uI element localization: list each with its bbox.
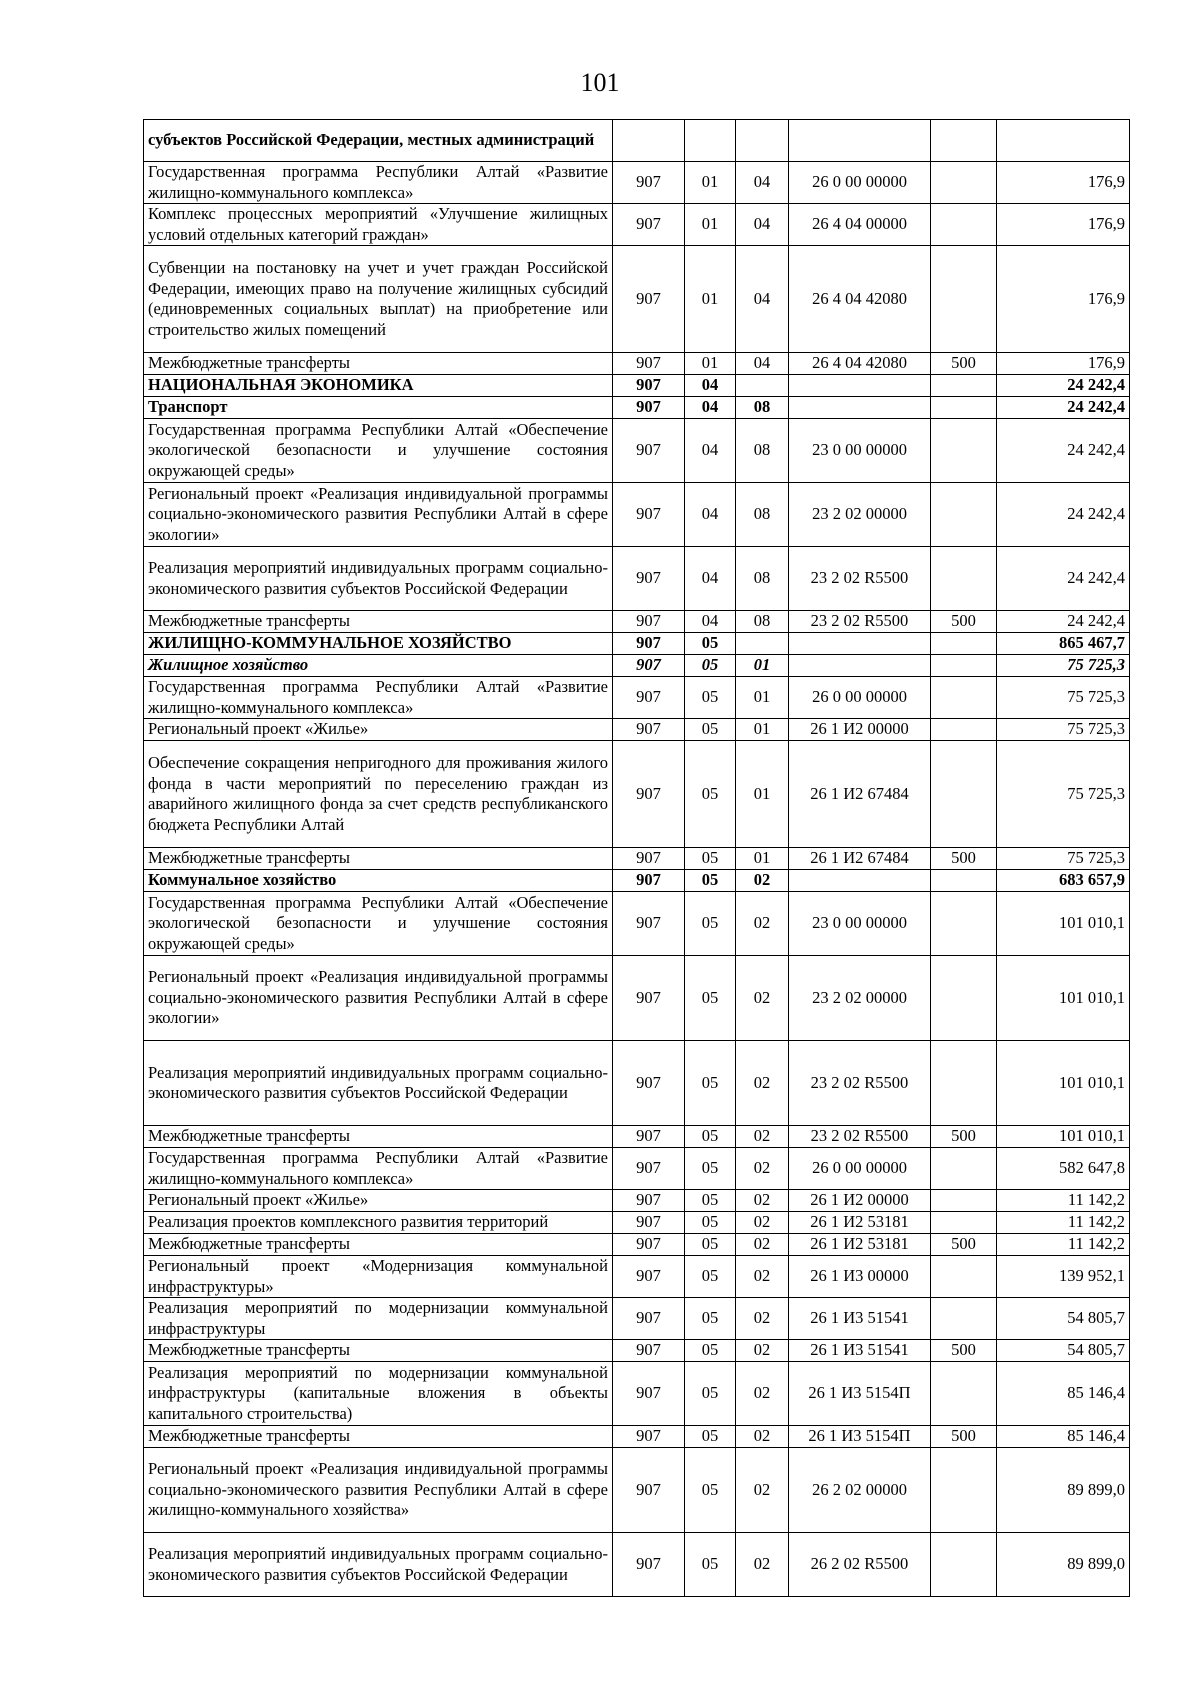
row-target-article-cell: 26 2 02 00000: [789, 1448, 931, 1533]
row-sum-cell: 101 010,1: [997, 956, 1130, 1041]
row-sum-cell: 683 657,9: [997, 870, 1130, 892]
row-expense-type-cell: 500: [931, 353, 997, 375]
row-grbs-cell: 907: [613, 1340, 685, 1362]
row-subsection-cell: 02: [736, 1340, 789, 1362]
row-name-cell: Государственная программа Республики Алтай «Развитие жилищно-коммунального комплекса»: [144, 162, 613, 204]
row-grbs-cell: 907: [613, 353, 685, 375]
row-grbs-cell: 907: [613, 741, 685, 848]
row-target-article-cell: 23 2 02 R5500: [789, 611, 931, 633]
row-expense-type-cell: [931, 870, 997, 892]
row-target-article-cell: 26 2 02 R5500: [789, 1533, 931, 1597]
table-row: [144, 483, 1130, 547]
row-target-article-cell: 23 2 02 00000: [789, 483, 931, 547]
table-row: [144, 1426, 1130, 1448]
row-section-cell: 05: [685, 677, 736, 719]
row-grbs-cell: 907: [613, 956, 685, 1041]
row-grbs-cell: 907: [613, 1190, 685, 1212]
table-row: [144, 1041, 1130, 1126]
row-name-cell: Обеспечение сокращения непригодного для проживания жилого фонда в части мероприятий по переселению граждан из аварийного жилищного фонда за счет средств республиканского бюджета Республики Алтай: [144, 741, 613, 848]
row-sum-cell: 176,9: [997, 246, 1130, 353]
table-row: [144, 677, 1130, 719]
row-expense-type-cell: [931, 1256, 997, 1298]
row-section-cell: 01: [685, 353, 736, 375]
budget-table-body: [144, 120, 1130, 1597]
row-subsection-cell: 02: [736, 1256, 789, 1298]
row-expense-type-cell: [931, 1448, 997, 1533]
row-section-cell: 04: [685, 397, 736, 419]
row-expense-type-cell: [931, 547, 997, 611]
row-name-cell: Государственная программа Республики Алтай «Обеспечение экологической безопасности и улучшение состояния окружающей среды»: [144, 419, 613, 483]
row-subsection-cell: 08: [736, 419, 789, 483]
row-section-cell: 05: [685, 1126, 736, 1148]
row-subsection-cell: 02: [736, 1148, 789, 1190]
row-name-cell: Региональный проект «Реализация индивидуальной программы социально-экономического развития Республики Алтай в сфере экологии»: [144, 483, 613, 547]
row-grbs-cell: 907: [613, 633, 685, 655]
row-target-article-cell: 26 1 И3 51541: [789, 1340, 931, 1362]
row-grbs-cell: 907: [613, 375, 685, 397]
row-name-cell: ЖИЛИЩНО-КОММУНАЛЬНОЕ ХОЗЯЙСТВО: [144, 633, 613, 655]
row-sum-cell: 85 146,4: [997, 1426, 1130, 1448]
row-name-cell: Реализация мероприятий индивидуальных программ социально-экономического развития субъектов Российской Федерации: [144, 547, 613, 611]
row-expense-type-cell: 500: [931, 1340, 997, 1362]
table-row: [144, 120, 1130, 162]
row-section-cell: [685, 120, 736, 162]
row-sum-cell: 11 142,2: [997, 1212, 1130, 1234]
table-row: [144, 892, 1130, 956]
table-row: [144, 1340, 1130, 1362]
row-section-cell: 05: [685, 1190, 736, 1212]
table-row: [144, 1212, 1130, 1234]
row-name-cell: Реализация мероприятий индивидуальных программ социально-экономического развития субъектов Российской Федерации: [144, 1533, 613, 1597]
row-sum-cell: 89 899,0: [997, 1533, 1130, 1597]
row-subsection-cell: 02: [736, 1041, 789, 1126]
row-expense-type-cell: [931, 1148, 997, 1190]
table-row: [144, 1298, 1130, 1340]
table-row: [144, 397, 1130, 419]
row-target-article-cell: [789, 120, 931, 162]
table-row: [144, 246, 1130, 353]
row-sum-cell: 176,9: [997, 204, 1130, 246]
row-grbs-cell: 907: [613, 655, 685, 677]
row-target-article-cell: 26 1 И2 67484: [789, 741, 931, 848]
table-row: [144, 719, 1130, 741]
table-row: [144, 1234, 1130, 1256]
row-section-cell: 01: [685, 246, 736, 353]
row-section-cell: 05: [685, 719, 736, 741]
row-section-cell: 05: [685, 1426, 736, 1448]
row-name-cell: Межбюджетные трансферты: [144, 1340, 613, 1362]
row-subsection-cell: 02: [736, 1426, 789, 1448]
row-sum-cell: 54 805,7: [997, 1298, 1130, 1340]
row-section-cell: 05: [685, 655, 736, 677]
row-name-cell: Региональный проект «Реализация индивидуальной программы социально-экономического развития Республики Алтай в сфере жилищно-коммунального хозяйства»: [144, 1448, 613, 1533]
row-target-article-cell: 26 1 И2 00000: [789, 719, 931, 741]
row-sum-cell: 101 010,1: [997, 892, 1130, 956]
row-sum-cell: 85 146,4: [997, 1362, 1130, 1426]
row-sum-cell: 75 725,3: [997, 655, 1130, 677]
row-subsection-cell: 02: [736, 1190, 789, 1212]
row-subsection-cell: 02: [736, 892, 789, 956]
row-grbs-cell: 907: [613, 204, 685, 246]
row-grbs-cell: 907: [613, 1448, 685, 1533]
row-name-cell: Комплекс процессных мероприятий «Улучшение жилищных условий отдельных категорий граждан»: [144, 204, 613, 246]
row-name-cell: Региональный проект «Жилье»: [144, 1190, 613, 1212]
table-row: [144, 1533, 1130, 1597]
row-expense-type-cell: [931, 375, 997, 397]
row-expense-type-cell: [931, 1533, 997, 1597]
table-row: [144, 655, 1130, 677]
table-row: [144, 1256, 1130, 1298]
row-sum-cell: 75 725,3: [997, 741, 1130, 848]
row-target-article-cell: [789, 655, 931, 677]
table-row: [144, 956, 1130, 1041]
row-subsection-cell: 02: [736, 1533, 789, 1597]
row-sum-cell: 176,9: [997, 162, 1130, 204]
table-row: [144, 375, 1130, 397]
row-name-cell: Межбюджетные трансферты: [144, 848, 613, 870]
table-row: [144, 204, 1130, 246]
row-subsection-cell: 04: [736, 204, 789, 246]
row-target-article-cell: 26 4 04 00000: [789, 204, 931, 246]
row-sum-cell: 75 725,3: [997, 677, 1130, 719]
row-expense-type-cell: 500: [931, 611, 997, 633]
row-sum-cell: 176,9: [997, 353, 1130, 375]
row-sum-cell: 101 010,1: [997, 1126, 1130, 1148]
row-grbs-cell: 907: [613, 1362, 685, 1426]
row-expense-type-cell: [931, 655, 997, 677]
budget-table: [143, 119, 1130, 1597]
row-section-cell: 05: [685, 1533, 736, 1597]
row-target-article-cell: 26 1 И3 5154П: [789, 1426, 931, 1448]
row-target-article-cell: 23 0 00 00000: [789, 419, 931, 483]
row-target-article-cell: 26 1 И3 51541: [789, 1298, 931, 1340]
row-sum-cell: [997, 120, 1130, 162]
row-expense-type-cell: [931, 419, 997, 483]
row-sum-cell: 24 242,4: [997, 397, 1130, 419]
row-section-cell: 05: [685, 1148, 736, 1190]
row-grbs-cell: [613, 120, 685, 162]
row-target-article-cell: [789, 870, 931, 892]
row-subsection-cell: 02: [736, 1362, 789, 1426]
row-sum-cell: 865 467,7: [997, 633, 1130, 655]
row-name-cell: Транспорт: [144, 397, 613, 419]
row-name-cell: Государственная программа Республики Алтай «Развитие жилищно-коммунального комплекса»: [144, 1148, 613, 1190]
row-subsection-cell: 01: [736, 719, 789, 741]
table-row: [144, 1362, 1130, 1426]
table-row: [144, 1126, 1130, 1148]
row-expense-type-cell: [931, 162, 997, 204]
row-expense-type-cell: [931, 204, 997, 246]
row-grbs-cell: 907: [613, 547, 685, 611]
row-grbs-cell: 907: [613, 1298, 685, 1340]
row-section-cell: 04: [685, 483, 736, 547]
row-target-article-cell: [789, 633, 931, 655]
row-name-cell: субъектов Российской Федерации, местных администраций: [144, 120, 613, 162]
row-name-cell: Межбюджетные трансферты: [144, 1126, 613, 1148]
row-section-cell: 04: [685, 611, 736, 633]
row-expense-type-cell: [931, 741, 997, 848]
row-subsection-cell: 02: [736, 1448, 789, 1533]
row-target-article-cell: 26 1 И3 5154П: [789, 1362, 931, 1426]
table-row: [144, 162, 1130, 204]
row-subsection-cell: [736, 633, 789, 655]
row-section-cell: 05: [685, 848, 736, 870]
row-name-cell: Реализация проектов комплексного развития территорий: [144, 1212, 613, 1234]
row-name-cell: Реализация мероприятий индивидуальных программ социально-экономического развития субъектов Российской Федерации: [144, 1041, 613, 1126]
row-subsection-cell: 01: [736, 741, 789, 848]
row-expense-type-cell: [931, 246, 997, 353]
row-sum-cell: 24 242,4: [997, 483, 1130, 547]
row-target-article-cell: 26 1 И2 53181: [789, 1212, 931, 1234]
row-sum-cell: 24 242,4: [997, 375, 1130, 397]
row-name-cell: Региональный проект «Реализация индивидуальной программы социально-экономического развития Республики Алтай в сфере экологии»: [144, 956, 613, 1041]
row-target-article-cell: 26 1 И2 00000: [789, 1190, 931, 1212]
row-grbs-cell: 907: [613, 1533, 685, 1597]
row-name-cell: Межбюджетные трансферты: [144, 1234, 613, 1256]
row-grbs-cell: 907: [613, 870, 685, 892]
row-section-cell: 04: [685, 547, 736, 611]
table-row: [144, 870, 1130, 892]
row-target-article-cell: 26 4 04 42080: [789, 353, 931, 375]
row-section-cell: 05: [685, 633, 736, 655]
row-name-cell: Реализация мероприятий по модернизации коммунальной инфраструктуры: [144, 1298, 613, 1340]
row-subsection-cell: [736, 375, 789, 397]
row-section-cell: 04: [685, 419, 736, 483]
row-target-article-cell: 23 0 00 00000: [789, 892, 931, 956]
row-subsection-cell: 01: [736, 677, 789, 719]
row-expense-type-cell: [931, 892, 997, 956]
row-section-cell: 05: [685, 1362, 736, 1426]
row-expense-type-cell: [931, 1362, 997, 1426]
row-target-article-cell: [789, 375, 931, 397]
row-subsection-cell: 01: [736, 655, 789, 677]
row-target-article-cell: 23 2 02 R5500: [789, 1126, 931, 1148]
table-row: [144, 1448, 1130, 1533]
row-name-cell: Государственная программа Республики Алтай «Обеспечение экологической безопасности и улучшение состояния окружающей среды»: [144, 892, 613, 956]
row-subsection-cell: 02: [736, 1126, 789, 1148]
row-subsection-cell: [736, 120, 789, 162]
row-subsection-cell: 08: [736, 547, 789, 611]
table-row: [144, 611, 1130, 633]
row-subsection-cell: 04: [736, 246, 789, 353]
row-expense-type-cell: [931, 956, 997, 1041]
row-subsection-cell: 08: [736, 611, 789, 633]
row-section-cell: 01: [685, 162, 736, 204]
row-target-article-cell: 26 0 00 00000: [789, 677, 931, 719]
row-name-cell: Реализация мероприятий по модернизации коммунальной инфраструктуры (капитальные вложения в объекты капитального строительства): [144, 1362, 613, 1426]
row-grbs-cell: 907: [613, 677, 685, 719]
row-grbs-cell: 907: [613, 1426, 685, 1448]
row-target-article-cell: 26 0 00 00000: [789, 1148, 931, 1190]
row-grbs-cell: 907: [613, 892, 685, 956]
row-sum-cell: 11 142,2: [997, 1234, 1130, 1256]
page-number: 101: [580, 68, 620, 97]
row-subsection-cell: 02: [736, 1298, 789, 1340]
row-sum-cell: 11 142,2: [997, 1190, 1130, 1212]
row-grbs-cell: 907: [613, 419, 685, 483]
row-subsection-cell: 02: [736, 870, 789, 892]
row-expense-type-cell: [931, 633, 997, 655]
row-sum-cell: 54 805,7: [997, 1340, 1130, 1362]
row-expense-type-cell: 500: [931, 1426, 997, 1448]
row-section-cell: 05: [685, 1340, 736, 1362]
row-grbs-cell: 907: [613, 1041, 685, 1126]
row-subsection-cell: 04: [736, 353, 789, 375]
row-grbs-cell: 907: [613, 246, 685, 353]
row-subsection-cell: 02: [736, 1234, 789, 1256]
row-target-article-cell: 23 2 02 R5500: [789, 547, 931, 611]
row-name-cell: Государственная программа Республики Алтай «Развитие жилищно-коммунального комплекса»: [144, 677, 613, 719]
row-expense-type-cell: [931, 120, 997, 162]
row-section-cell: 05: [685, 1256, 736, 1298]
row-target-article-cell: 23 2 02 R5500: [789, 1041, 931, 1126]
table-row: [144, 1148, 1130, 1190]
row-name-cell: НАЦИОНАЛЬНАЯ ЭКОНОМИКА: [144, 375, 613, 397]
row-expense-type-cell: 500: [931, 1126, 997, 1148]
row-target-article-cell: 26 0 00 00000: [789, 162, 931, 204]
row-target-article-cell: [789, 397, 931, 419]
row-section-cell: 05: [685, 1212, 736, 1234]
table-row: [144, 419, 1130, 483]
row-section-cell: 01: [685, 204, 736, 246]
row-name-cell: Субвенции на постановку на учет и учет граждан Российской Федерации, имеющих право на получение жилищных субсидий (единовременных социальных выплат) на приобретение или строительство жилых помещений: [144, 246, 613, 353]
row-expense-type-cell: 500: [931, 848, 997, 870]
row-sum-cell: 101 010,1: [997, 1041, 1130, 1126]
table-row: [144, 633, 1130, 655]
table-row: [144, 353, 1130, 375]
row-grbs-cell: 907: [613, 1126, 685, 1148]
row-section-cell: 05: [685, 1298, 736, 1340]
row-target-article-cell: 26 4 04 42080: [789, 246, 931, 353]
table-row: [144, 848, 1130, 870]
row-section-cell: 05: [685, 1234, 736, 1256]
row-sum-cell: 582 647,8: [997, 1148, 1130, 1190]
row-sum-cell: 24 242,4: [997, 419, 1130, 483]
row-name-cell: Межбюджетные трансферты: [144, 1426, 613, 1448]
row-grbs-cell: 907: [613, 1256, 685, 1298]
row-subsection-cell: 08: [736, 483, 789, 547]
table-row: [144, 741, 1130, 848]
row-sum-cell: 75 725,3: [997, 719, 1130, 741]
row-section-cell: 05: [685, 1041, 736, 1126]
table-row: [144, 1190, 1130, 1212]
row-section-cell: 05: [685, 1448, 736, 1533]
row-sum-cell: 89 899,0: [997, 1448, 1130, 1533]
row-name-cell: Межбюджетные трансферты: [144, 353, 613, 375]
row-section-cell: 05: [685, 870, 736, 892]
row-expense-type-cell: [931, 483, 997, 547]
row-expense-type-cell: [931, 1212, 997, 1234]
row-sum-cell: 139 952,1: [997, 1256, 1130, 1298]
row-grbs-cell: 907: [613, 483, 685, 547]
row-name-cell: Региональный проект «Жилье»: [144, 719, 613, 741]
row-target-article-cell: 26 1 И2 53181: [789, 1234, 931, 1256]
row-grbs-cell: 907: [613, 1212, 685, 1234]
row-target-article-cell: 23 2 02 00000: [789, 956, 931, 1041]
row-sum-cell: 24 242,4: [997, 547, 1130, 611]
row-subsection-cell: 08: [736, 397, 789, 419]
row-target-article-cell: 26 1 И2 67484: [789, 848, 931, 870]
row-expense-type-cell: [931, 1298, 997, 1340]
row-subsection-cell: 04: [736, 162, 789, 204]
row-subsection-cell: 02: [736, 1212, 789, 1234]
row-expense-type-cell: [931, 397, 997, 419]
row-subsection-cell: 02: [736, 956, 789, 1041]
row-expense-type-cell: 500: [931, 1234, 997, 1256]
row-section-cell: 05: [685, 956, 736, 1041]
row-grbs-cell: 907: [613, 611, 685, 633]
row-grbs-cell: 907: [613, 1234, 685, 1256]
row-subsection-cell: 01: [736, 848, 789, 870]
row-name-cell: Коммунальное хозяйство: [144, 870, 613, 892]
row-grbs-cell: 907: [613, 719, 685, 741]
row-section-cell: 05: [685, 741, 736, 848]
row-expense-type-cell: [931, 677, 997, 719]
row-section-cell: 04: [685, 375, 736, 397]
row-name-cell: Региональный проект «Модернизация коммунальной инфраструктуры»: [144, 1256, 613, 1298]
row-sum-cell: 75 725,3: [997, 848, 1130, 870]
row-expense-type-cell: [931, 1041, 997, 1126]
row-grbs-cell: 907: [613, 397, 685, 419]
row-expense-type-cell: [931, 1190, 997, 1212]
row-grbs-cell: 907: [613, 162, 685, 204]
row-name-cell: Жилищное хозяйство: [144, 655, 613, 677]
table-row: [144, 547, 1130, 611]
row-grbs-cell: 907: [613, 848, 685, 870]
row-sum-cell: 24 242,4: [997, 611, 1130, 633]
row-grbs-cell: 907: [613, 1148, 685, 1190]
row-name-cell: Межбюджетные трансферты: [144, 611, 613, 633]
row-section-cell: 05: [685, 892, 736, 956]
row-target-article-cell: 26 1 И3 00000: [789, 1256, 931, 1298]
row-expense-type-cell: [931, 719, 997, 741]
